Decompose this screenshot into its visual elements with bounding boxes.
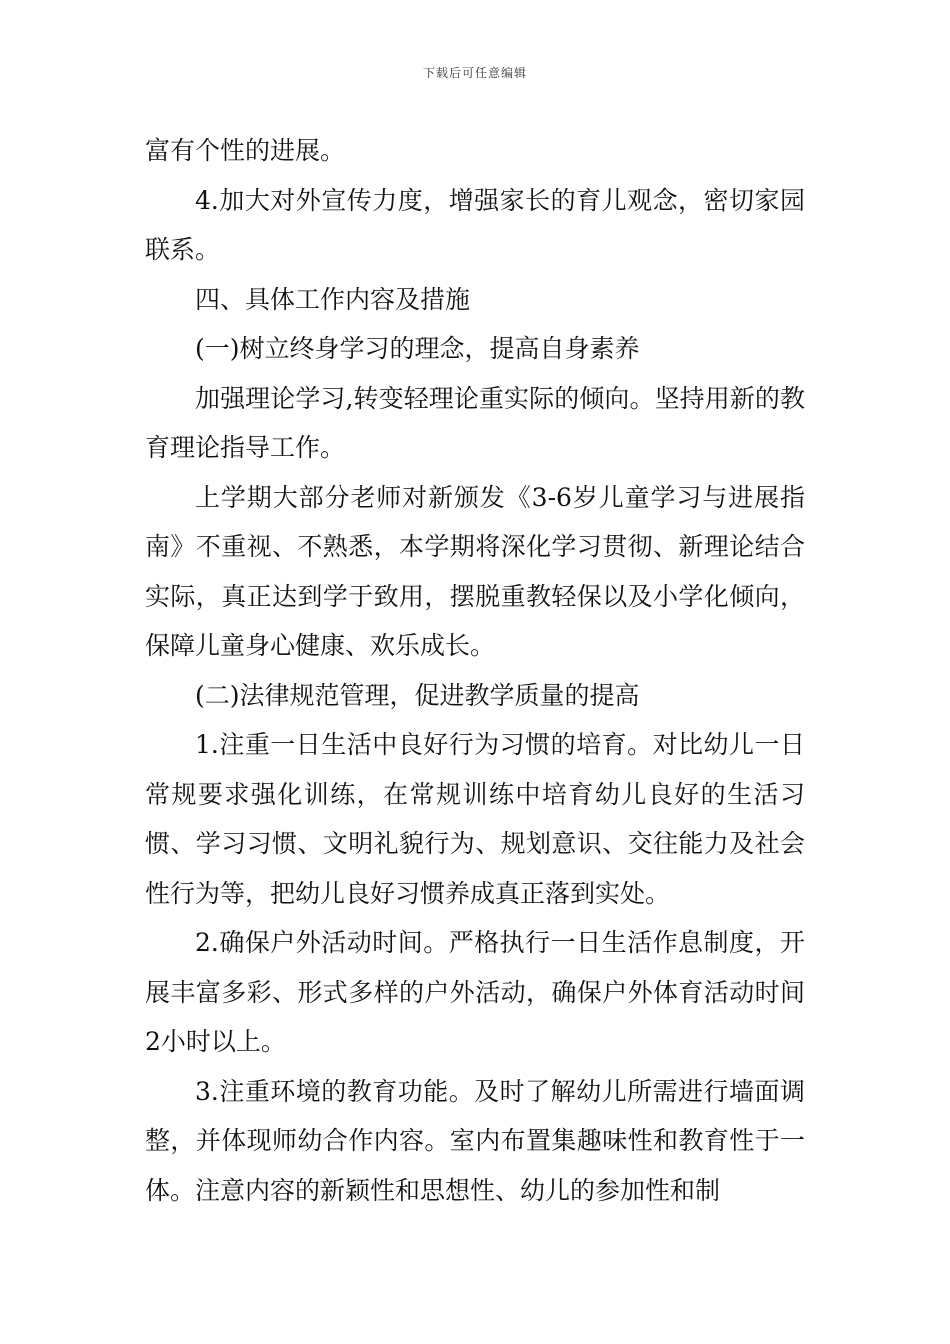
subsection-heading-1: (一)树立终身学习的理念，提高自身素养 [195, 334, 640, 363]
paragraph-1: 富有个性的进展。 [145, 136, 346, 165]
paragraph-5: 1.注重一日生活中良好行为习惯的培育。对比幼儿一日常规要求强化训练，在常规训练中培育幼儿良好的生活习惯、学习习惯、文明礼貌行为、规划意识、交往能力及社会性行为等，把幼儿良好习惯养成真正落到实处。 [145, 730, 805, 908]
section-heading-4: 四、具体工作内容及措施 [195, 284, 471, 314]
paragraph-3: 加强理论学习,转变轻理论重实际的倾向。坚持用新的教育理论指导工作。 [145, 383, 805, 462]
subsection-heading-2: (二)法律规范管理，促进教学质量的提高 [195, 680, 640, 710]
paragraph-7: 3.注重环境的教育功能。及时了解幼儿所需进行墙面调整，并体现师幼合作内容。室内布置集趣味性和教育性于一体。注意内容的新颖性和思想性、幼儿的参加性和制 [145, 1076, 805, 1205]
page-header: 下载后可任意编辑 [422, 66, 527, 80]
document-body [145, 126, 805, 1215]
paragraph-2: 4.加大对外宣传力度，增强家长的育儿观念，密切家园联系。 [145, 185, 805, 264]
paragraph-6: 2.确保户外活动时间。严格执行一日生活作息制度，开展丰富多彩、形式多样的户外活动，确保户外体育活动时间2小时以上。 [145, 928, 805, 1056]
paragraph-4: 上学期大部分老师对新颁发《3-6岁儿童学习与进展指南》不重视、不熟悉，本学期将深化学习贯彻、新理论结合实际，真正达到学于致用，摆脱重教轻保以及小学化倾向，保障儿童身心健康、欢乐成长。 [145, 482, 805, 660]
